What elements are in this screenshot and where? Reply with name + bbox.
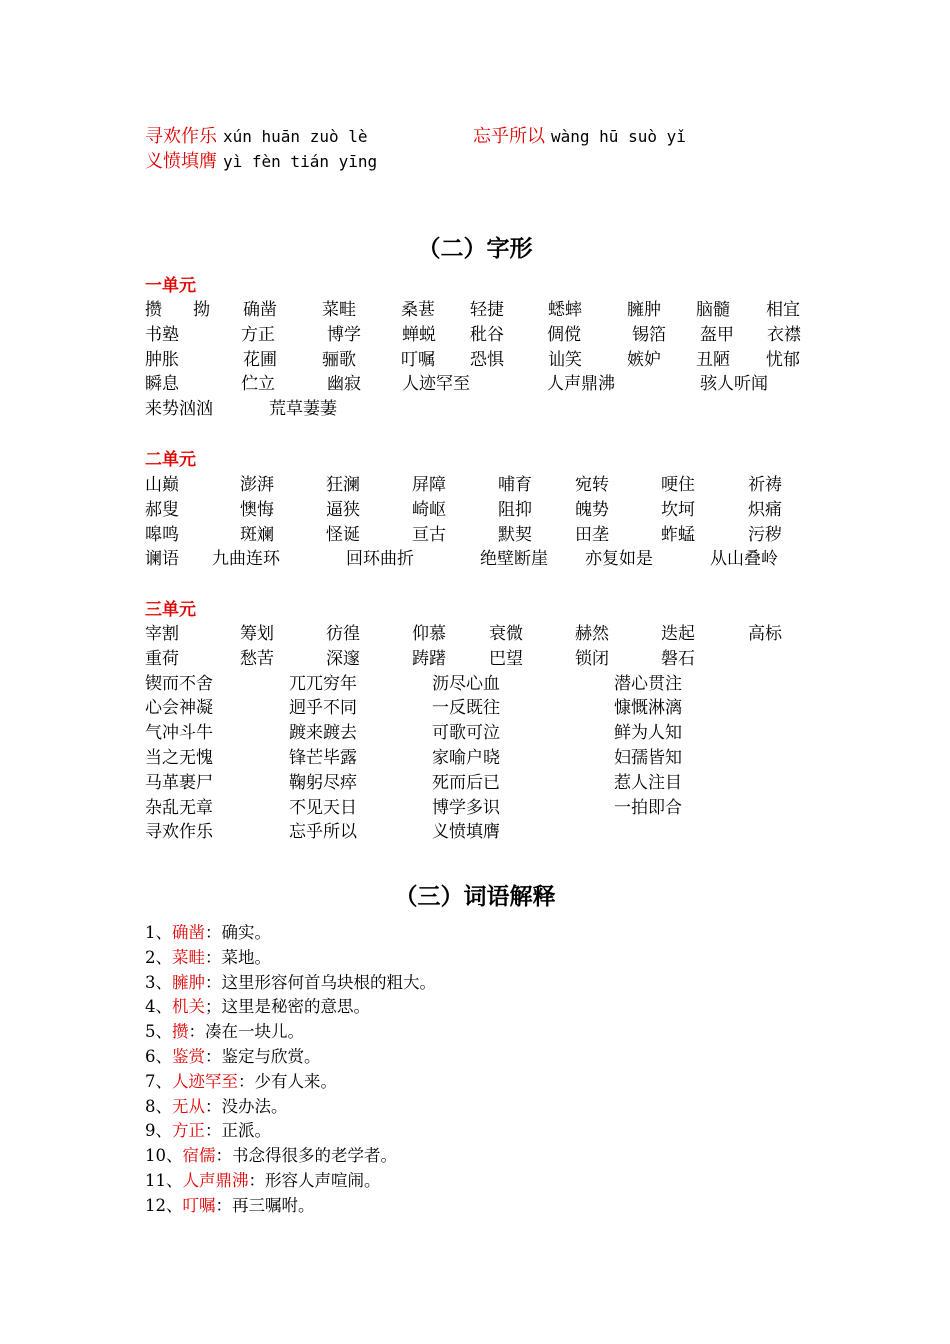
word: 污秽 [748,524,782,545]
word: 深邃 [326,648,360,669]
definition-item [145,1144,845,1169]
word: 炽痛 [748,499,782,520]
word: 高标 [748,624,782,644]
pinyin-word: 寻欢作乐 [145,126,217,147]
word: 山巅 [145,475,179,495]
word: 默契 [498,524,532,545]
word: 绝壁断崖 [480,549,548,570]
word: 骊歌 [322,349,356,370]
definition-term: 方正 [172,1121,205,1141]
word: 宰割 [145,624,179,644]
pinyin-text: wàng hū suò yǐ [551,127,686,146]
word: 嫉妒 [627,349,661,370]
word: 方正 [241,324,275,345]
word: 从山叠岭 [710,549,778,570]
section-title-ciyu: （三）词语解释 [394,884,556,910]
word: 讪笑 [548,349,582,370]
word: 心会神凝 [145,698,213,719]
definition-item [145,1045,845,1070]
word: 家喻户晓 [432,747,500,768]
word: 亦复如是 [585,549,653,570]
definition-text: ：凑在一块儿。 [188,1022,304,1042]
definition-item [145,921,845,946]
word-row [145,746,815,771]
word: 不见天日 [289,797,357,818]
word: 气冲斗牛 [145,723,213,744]
definition-text: ：菜地。 [205,947,271,967]
word: 恐惧 [470,349,504,370]
word: 重荷 [145,648,179,669]
word: 蟋蟀 [548,300,582,320]
word: 衣襟 [767,324,801,345]
word: 踌躇 [412,648,446,669]
word: 迭起 [661,624,695,644]
definition-term: 宿儒 [182,1146,216,1166]
definition-term: 确凿 [172,923,205,942]
word-row [145,348,815,373]
word: 妇孺皆知 [614,747,682,768]
word: 怪诞 [326,524,360,545]
unit-3-words [145,622,815,845]
definition-num: 11、 [145,1170,183,1190]
word: 死而后已 [432,772,500,793]
definition-text: ：鉴定与欣赏。 [205,1046,321,1066]
word: 瞬息 [145,374,179,395]
word: 磐石 [661,648,695,669]
definition-term: 鉴赏 [172,1046,205,1066]
word: 拗 [193,300,210,320]
definition-num: 7、 [145,1071,172,1091]
word-row [145,672,815,697]
word: 仰慕 [412,624,446,644]
word: 彷徨 [326,624,360,644]
word-row [145,721,815,746]
definition-text: ：确实。 [205,923,271,942]
word: 丑陋 [696,349,730,370]
word: 杂乱无章 [145,797,213,818]
word: 沥尽心血 [432,673,500,694]
definition-item [145,1070,845,1095]
definition-term: 叮嘱 [182,1195,216,1215]
definition-text: ；这里是秘密的意思。 [205,997,370,1017]
word-row [145,397,815,422]
word: 懊悔 [240,499,274,520]
word: 哽住 [661,475,695,495]
definition-term: 无从 [172,1096,205,1116]
definition-list [145,921,845,1219]
word-row [145,796,815,821]
word: 攒 [145,300,162,320]
definition-text: ：没办法。 [205,1096,288,1116]
word: 巴望 [489,648,523,669]
pinyin-text: xún huān zuò lè [223,127,368,146]
word: 惹人注目 [614,772,682,793]
word: 秕谷 [470,324,504,345]
word-row [145,523,815,548]
word-row [145,473,815,498]
word-row [145,647,815,672]
pinyin-text: yì fèn tián yīng [223,152,378,171]
definition-text: ：正派。 [205,1121,271,1141]
definition-item [145,1169,845,1194]
word: 亘古 [412,524,446,545]
definition-num: 3、 [145,972,172,992]
definition-text: ：少有人来。 [238,1071,337,1091]
word: 逼狭 [326,499,360,520]
word: 骇人听闻 [700,374,768,395]
word: 崎岖 [412,499,446,520]
word: 一拍即合 [614,797,682,818]
word: 脑髓 [696,300,730,320]
word: 人声鼎沸 [547,374,615,395]
word: 忧郁 [766,349,800,370]
word: 博学 [327,324,361,345]
word: 坎坷 [661,499,695,520]
word: 田垄 [575,524,609,545]
word: 倜傥 [547,324,581,345]
word: 魄势 [575,499,609,520]
definition-num: 12、 [145,1195,183,1215]
word: 愁苦 [240,648,274,669]
definition-item [145,971,845,996]
definition-term: 机关 [172,997,205,1017]
word: 确凿 [243,300,277,320]
definition-term: 人声鼎沸 [182,1170,249,1190]
word: 狂澜 [326,475,360,495]
unit-title-2: 二单元 [145,450,196,470]
word-row [145,820,815,845]
definition-item [145,946,845,971]
definition-item [145,1020,845,1045]
word: 人迹罕至 [402,374,470,395]
word: 一反既往 [432,698,500,719]
word: 寻欢作乐 [145,822,213,843]
definition-num: 2、 [145,947,172,967]
word: 博学多识 [432,797,500,818]
section-title-zixing: （二）字形 [417,236,533,262]
word-row [145,298,815,323]
definition-text: ：书念得很多的老学者。 [215,1146,397,1166]
word: 鞠躬尽瘁 [289,772,357,793]
word: 踱来踱去 [289,723,357,744]
word: 花圃 [243,349,277,370]
word: 兀兀穷年 [289,673,357,694]
definition-item [145,1194,845,1219]
definition-num: 10、 [145,1146,183,1166]
word: 肿胀 [145,349,179,370]
word: 筹划 [240,624,274,644]
word: 蚱蜢 [661,524,695,545]
word: 来势汹汹 [145,399,213,420]
word: 衰微 [489,624,523,644]
word: 屏障 [412,475,446,495]
word-row [145,696,815,721]
word: 相宜 [766,300,800,320]
word-row [145,372,815,397]
word: 义愤填膺 [432,822,500,843]
pinyin-word: 忘乎所以 [473,126,545,147]
definition-item [145,995,845,1020]
definition-text: ：形容人声喧闹。 [248,1170,381,1190]
word: 潜心贯注 [614,673,682,694]
definition-term: 菜畦 [172,947,205,967]
unit-1-words [145,298,815,422]
definition-num: 4、 [145,997,172,1017]
definition-item [145,1119,845,1144]
word: 郝叟 [145,499,179,520]
word: 锲而不舍 [145,673,213,694]
word: 哺育 [498,475,532,495]
definition-text: ：这里形容何首乌块根的粗大。 [205,972,436,992]
definition-term: 臃肿 [172,972,205,992]
definition-num: 1、 [145,923,172,942]
word: 忘乎所以 [289,822,357,843]
definition-item [145,1095,845,1120]
word: 书塾 [145,324,179,345]
unit-title-1: 一单元 [145,276,196,296]
word: 赫然 [575,624,609,644]
pinyin-word: 义愤填膺 [145,151,217,172]
word: 可歌可泣 [432,723,500,744]
word: 臃肿 [627,300,661,320]
word: 叮嘱 [401,349,435,370]
word: 阻抑 [498,499,532,520]
word-row [145,323,815,348]
word: 回环曲折 [346,549,414,570]
unit-title-3: 三单元 [145,600,196,620]
word: 蝉蜕 [402,324,436,345]
word: 迥乎不同 [289,698,357,719]
word: 斑斓 [240,524,274,545]
word: 九曲连环 [212,549,280,570]
word-row [145,547,815,572]
word-row [145,622,815,647]
word: 慷慨淋漓 [614,698,682,719]
unit-2-words [145,473,815,572]
definition-num: 5、 [145,1022,172,1042]
definition-text: ：再三嘱咐。 [215,1195,315,1215]
definition-term: 人迹罕至 [172,1071,238,1091]
word: 锁闭 [575,648,609,669]
word: 锡箔 [632,324,666,345]
word: 桑葚 [401,300,435,320]
word-row [145,498,815,523]
word: 盔甲 [700,324,734,345]
word: 轻捷 [470,300,504,320]
word: 谰语 [145,549,179,570]
word: 锋芒毕露 [289,747,357,768]
word: 澎湃 [240,475,274,495]
definition-num: 6、 [145,1046,172,1066]
word: 菜畦 [322,300,356,320]
word-row [145,771,815,796]
word: 当之无愧 [145,747,213,768]
word: 荒草萋萋 [269,399,337,420]
word: 鲜为人知 [614,723,682,744]
definition-num: 8、 [145,1096,172,1116]
word: 伫立 [241,374,275,395]
word: 宛转 [575,475,609,495]
definition-term: 攒 [172,1022,189,1042]
word: 幽寂 [327,374,361,395]
definition-num: 9、 [145,1121,172,1141]
word: 祈祷 [748,475,782,495]
word: 嗥鸣 [145,524,179,545]
word: 马革裹尸 [145,772,213,793]
